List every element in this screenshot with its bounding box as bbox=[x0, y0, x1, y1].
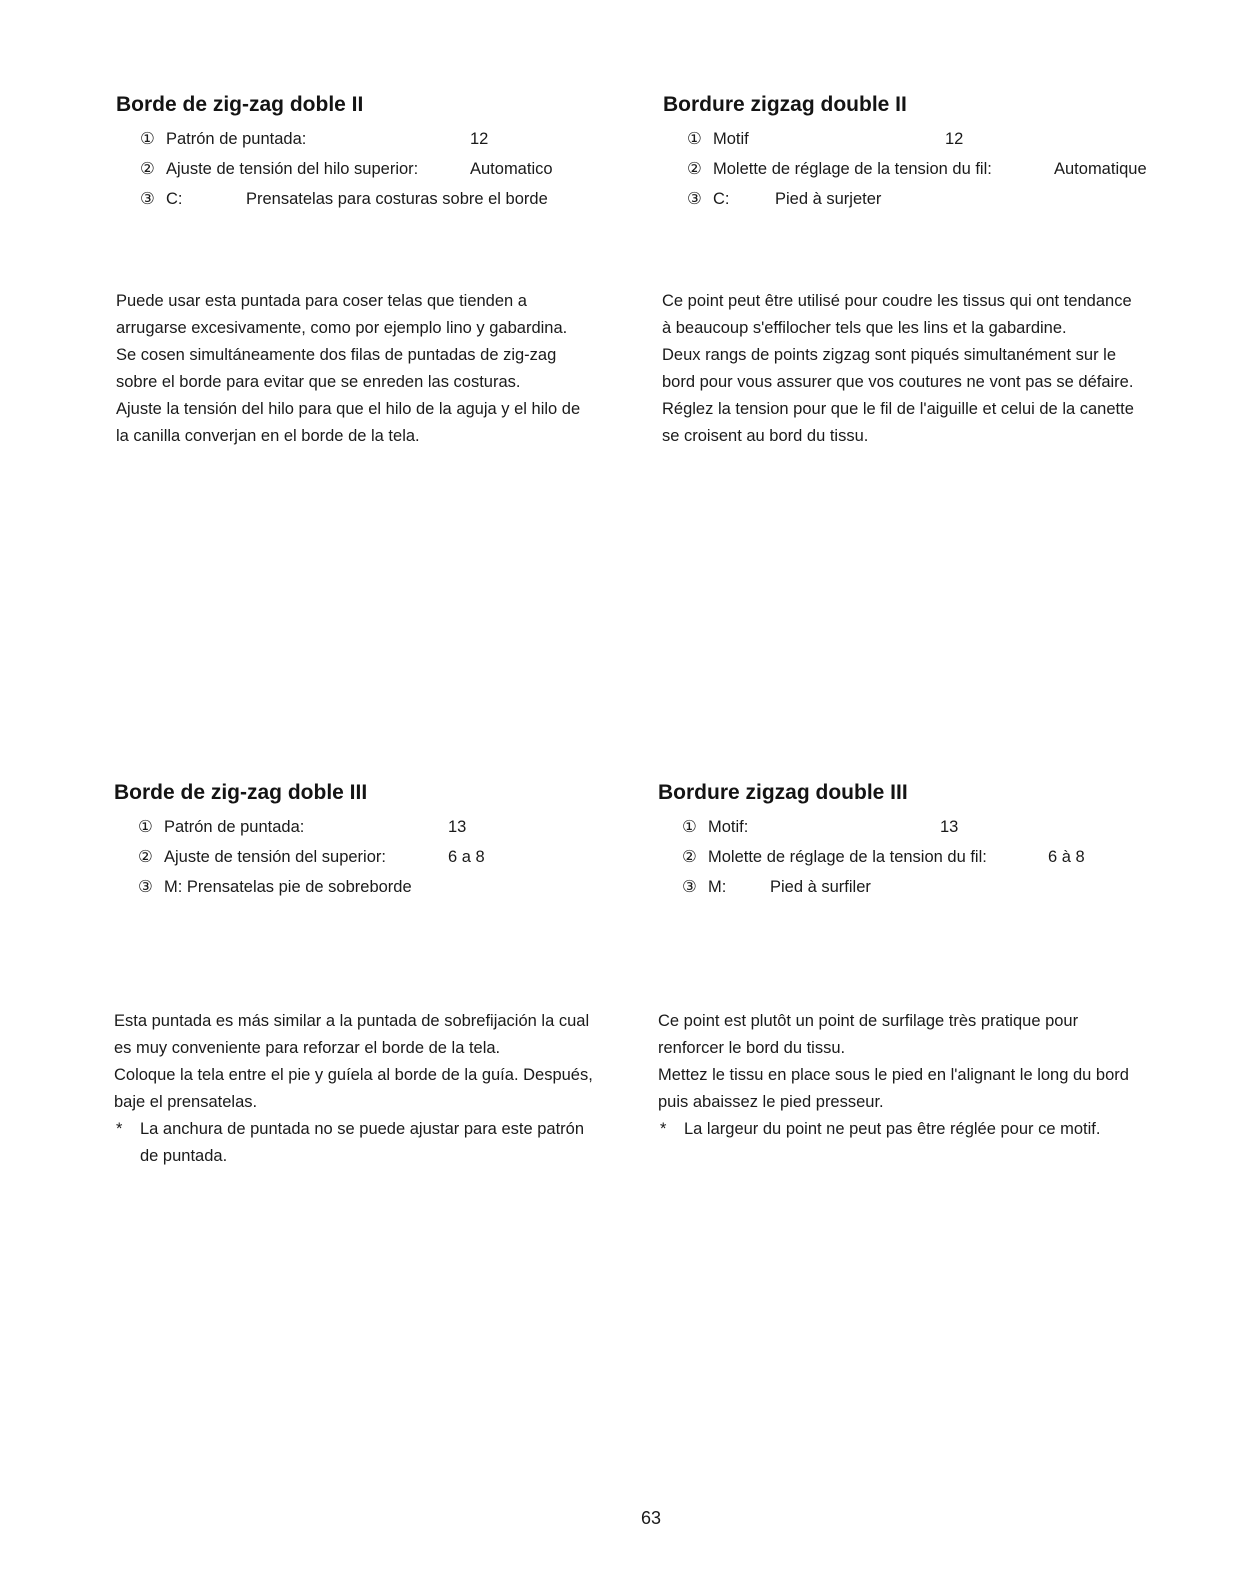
body-line: Puede usar esta puntada para coser telas que tienden a bbox=[116, 292, 527, 310]
setting-value: Pied à surjeter bbox=[775, 190, 882, 208]
section2-fr bbox=[658, 780, 1188, 902]
settings-row bbox=[682, 842, 1188, 872]
body-line: bord pour vous assurer que vos coutures ne vont pas se défaire. bbox=[662, 373, 1134, 391]
section2-es-settings bbox=[114, 812, 644, 902]
circled-number: ② bbox=[138, 848, 153, 866]
body-line: Esta puntada es más similar a la puntada de sobrefijación la cual bbox=[114, 1012, 590, 1030]
settings-row bbox=[682, 872, 1188, 902]
circled-number: ③ bbox=[682, 878, 697, 896]
body-line: puis abaissez le pied presseur. bbox=[658, 1093, 884, 1111]
setting-label: Ajuste de tensión del hilo superior: bbox=[166, 160, 419, 178]
settings-row bbox=[687, 154, 1193, 184]
setting-value: Automatique bbox=[1054, 160, 1147, 178]
body-line: Mettez le tissu en place sous le pied en l'alignant le long du bord bbox=[658, 1066, 1129, 1084]
body-line: baje el prensatelas. bbox=[114, 1093, 258, 1111]
setting-label: Motif bbox=[713, 130, 749, 148]
section1-fr-title: Bordure zigzag double II bbox=[663, 93, 907, 116]
section1-fr-body bbox=[662, 288, 1202, 450]
note bbox=[114, 1116, 654, 1170]
settings-row bbox=[140, 154, 646, 184]
section1-es-title: Borde de zig-zag doble II bbox=[116, 93, 364, 116]
section2-fr-body bbox=[658, 1008, 1198, 1143]
circled-number: ① bbox=[138, 818, 153, 836]
section2-es-body bbox=[114, 1008, 654, 1170]
body-line: Se cosen simultáneamente dos filas de puntadas de zig-zag bbox=[116, 346, 557, 364]
note-bullet: * bbox=[116, 1120, 123, 1138]
settings-row bbox=[138, 872, 644, 902]
section2-fr-settings bbox=[658, 812, 1188, 902]
setting-value: Pied à surfiler bbox=[770, 878, 871, 896]
note-line: La anchura de puntada no se puede ajustar para este patrón bbox=[140, 1120, 585, 1138]
setting-value: 12 bbox=[470, 130, 489, 148]
circled-number: ② bbox=[687, 160, 702, 178]
setting-value: Prensatelas para costuras sobre el borde bbox=[246, 190, 548, 208]
settings-row bbox=[138, 812, 644, 842]
settings-row bbox=[140, 184, 646, 214]
page-number: 63 bbox=[640, 1508, 662, 1528]
body-line: Deux rangs de points zigzag sont piqués simultanément sur le bbox=[662, 346, 1116, 364]
section2-fr-title: Bordure zigzag double III bbox=[658, 781, 908, 804]
note bbox=[658, 1116, 1198, 1143]
setting-value: Automatico bbox=[470, 160, 553, 178]
setting-value: 6 à 8 bbox=[1048, 848, 1085, 866]
setting-label: Motif: bbox=[708, 818, 749, 836]
section1-es-settings bbox=[116, 124, 646, 214]
section2-es bbox=[114, 780, 644, 902]
body-line: es muy conveniente para reforzar el borde de la tela. bbox=[114, 1039, 501, 1057]
setting-label: C: bbox=[166, 190, 183, 208]
body-line: à beaucoup s'effilocher tels que les lins et la gabardine. bbox=[662, 319, 1067, 337]
note-bullet: * bbox=[660, 1120, 667, 1138]
note-line: de puntada. bbox=[140, 1147, 228, 1165]
circled-number: ③ bbox=[138, 878, 153, 896]
note-line: La largeur du point ne peut pas être réglée pour ce motif. bbox=[684, 1120, 1101, 1138]
setting-label: Ajuste de tensión del superior: bbox=[164, 848, 386, 866]
circled-number: ① bbox=[140, 130, 155, 148]
body-line: la canilla converjan en el borde de la tela. bbox=[116, 427, 420, 445]
settings-row bbox=[138, 842, 644, 872]
body-line: Ce point est plutôt un point de surfilage très pratique pour bbox=[658, 1012, 1079, 1030]
setting-label: Molette de réglage de la tension du fil: bbox=[713, 160, 992, 178]
body-line: Ajuste la tensión del hilo para que el hilo de la aguja y el hilo de bbox=[116, 400, 581, 418]
section1-fr bbox=[663, 92, 1193, 214]
setting-label: M: Prensatelas pie de sobreborde bbox=[164, 878, 412, 896]
circled-number: ① bbox=[682, 818, 697, 836]
setting-label: Patrón de puntada: bbox=[164, 818, 305, 836]
body-line: Ce point peut être utilisé pour coudre les tissus qui ont tendance bbox=[662, 292, 1132, 310]
body-line: Réglez la tension pour que le fil de l'aiguille et celui de la canette bbox=[662, 400, 1134, 418]
settings-row bbox=[687, 184, 1193, 214]
section1-es bbox=[116, 92, 646, 214]
setting-label: C: bbox=[713, 190, 730, 208]
body-line: Coloque la tela entre el pie y guíela al borde de la guía. Después, bbox=[114, 1066, 593, 1084]
settings-row bbox=[687, 124, 1193, 154]
circled-number: ① bbox=[687, 130, 702, 148]
settings-row bbox=[682, 812, 1188, 842]
circled-number: ② bbox=[682, 848, 697, 866]
body-line: se croisent au bord du tissu. bbox=[662, 427, 869, 445]
circled-number: ② bbox=[140, 160, 155, 178]
settings-row bbox=[140, 124, 646, 154]
body-line: sobre el borde para evitar que se enreden las costuras. bbox=[116, 373, 521, 391]
setting-value: 13 bbox=[940, 818, 959, 836]
section1-fr-settings bbox=[663, 124, 1193, 214]
body-line: arrugarse excesivamente, como por ejemplo lino y gabardina. bbox=[116, 319, 568, 337]
circled-number: ③ bbox=[140, 190, 155, 208]
setting-value: 12 bbox=[945, 130, 964, 148]
setting-label: Molette de réglage de la tension du fil: bbox=[708, 848, 987, 866]
body-line: renforcer le bord du tissu. bbox=[658, 1039, 846, 1057]
section2-es-title: Borde de zig-zag doble III bbox=[114, 781, 368, 804]
setting-label: M: bbox=[708, 878, 727, 896]
setting-value: 13 bbox=[448, 818, 467, 836]
setting-label: Patrón de puntada: bbox=[166, 130, 307, 148]
setting-value: 6 a 8 bbox=[448, 848, 485, 866]
circled-number: ③ bbox=[687, 190, 702, 208]
section1-es-body bbox=[116, 288, 646, 450]
